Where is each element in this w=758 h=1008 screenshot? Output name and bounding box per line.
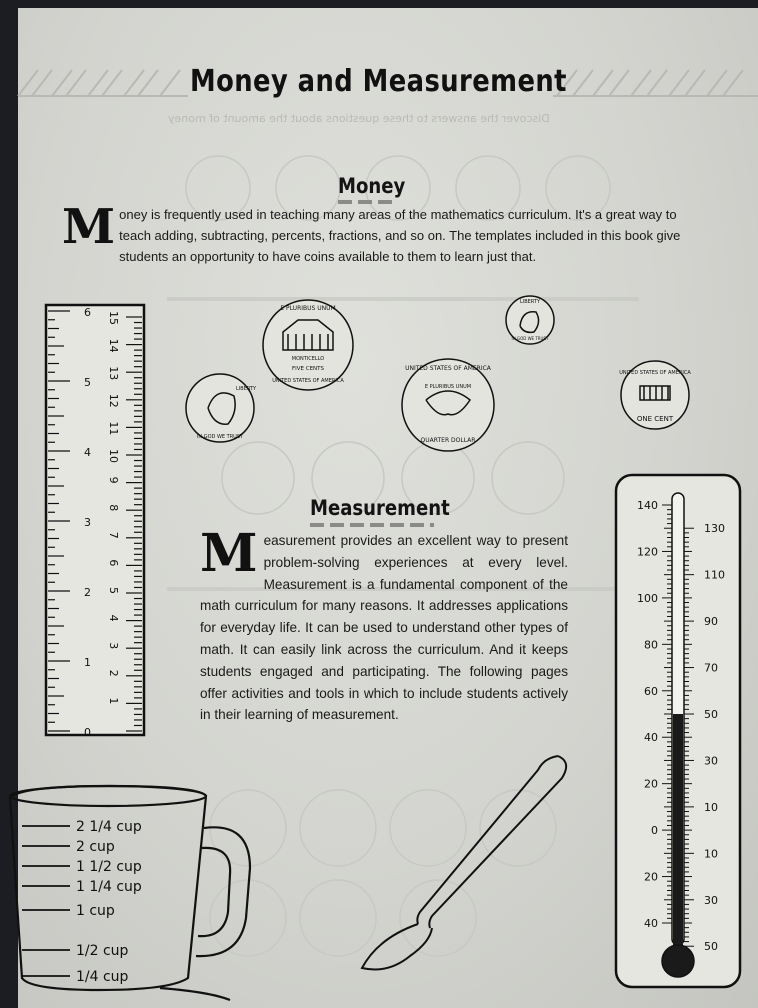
cup-measure-label: 1/2 cup (76, 943, 129, 959)
ruler-inch-label: 5 (84, 376, 91, 389)
book-page (18, 8, 758, 1008)
page-title: Money and Measurement (190, 64, 567, 99)
nickel-top-text: E PLURIBUS UNUM (280, 305, 336, 312)
cup-measure-label: 1 1/4 cup (76, 879, 142, 895)
thermometer-fahrenheit-label: 40 (644, 917, 658, 930)
measurement-paragraph (200, 523, 568, 726)
cup-measure-label: 2 cup (76, 839, 115, 855)
thermometer-celsius-label: 10 (704, 800, 718, 814)
ruler-inch-label: 4 (84, 446, 91, 459)
nickel-bottom-text: UNITED STATES OF AMERICA (272, 378, 344, 384)
dime-bottom-text: IN GOD WE TRUST (511, 336, 549, 341)
ruler-cm-label: 9 (107, 476, 120, 484)
quarter-top-text: UNITED STATES OF AMERICA (405, 365, 491, 372)
thermometer-celsius-label: 10 (704, 847, 718, 861)
half-top-text: LIBERTY (236, 386, 257, 392)
half-bottom-text: IN GOD WE TRUST (196, 434, 244, 440)
ruler-cm-label: 8 (107, 504, 120, 512)
ruler-cm-label: 1 (107, 697, 120, 705)
cup-measure-label: 2 1/4 cup (76, 819, 142, 835)
ruler-cm-label: 7 (107, 531, 120, 539)
nickel-motto-text: MONTICELLO (291, 356, 325, 362)
thermometer-fahrenheit-label: 100 (637, 591, 658, 605)
money-heading: Money (338, 174, 406, 198)
thermometer-celsius-label: 50 (704, 940, 718, 954)
measurement-text: easurement provides an excellent way to present problem-solving experiences at every level. Measurement is a fundamental component of the math curriculum for many reasons. It addresses applications for everyday life. It can be used to understand other types of math. It can easily link across the curriculum. And it keeps students engaged and participating. The following pages offer activities and tools in which to include students actively in their learning of measurement. (200, 533, 568, 723)
quarter-coin (402, 359, 494, 451)
measurement-heading-underline (310, 523, 434, 527)
thermometer-celsius-label: 70 (704, 661, 718, 675)
ruler-cm-label: 12 (107, 393, 120, 408)
nickel-value-text: FIVE CENTS (291, 366, 325, 372)
money-text: oney is frequently used in teaching many areas of the mathematics curriculum. It's a great way to teach adding, subtracting, percents, fractions, and so on. The templates included in this book give students an opportunity to have coins available to them to learn just that. (119, 207, 681, 264)
ruler-cm-label: 2 (107, 669, 120, 677)
ruler-cm-label: 3 (107, 642, 120, 650)
nickel-coin (263, 300, 353, 390)
thermometer-celsius-label: 90 (704, 615, 718, 629)
penny-top-text: UNITED STATES OF AMERICA (619, 370, 691, 376)
ruler-inch-label: 0 (84, 726, 91, 739)
thermometer-illustration (612, 473, 746, 993)
ruler-cm-label: 14 (107, 338, 120, 353)
ruler-cm-label: 6 (107, 559, 120, 567)
thermometer-bulb (662, 945, 694, 977)
thermometer-celsius-label: 30 (704, 893, 718, 907)
thermometer-fahrenheit-label: 120 (637, 545, 658, 559)
ruler-illustration (44, 303, 148, 739)
ruler-inch-label: 2 (84, 586, 91, 599)
coins-illustration (158, 290, 691, 460)
ruler-cm-label: 15 (107, 311, 120, 325)
thermometer-fahrenheit-label: 40 (644, 731, 658, 745)
thermometer-fahrenheit-label: 20 (644, 777, 658, 791)
dime-top-text: LIBERTY (519, 299, 541, 305)
quarter-value-text: QUARTER DOLLAR (420, 437, 476, 444)
ruler-cm-label: 5 (107, 587, 120, 594)
thermometer-fahrenheit-label: 20 (644, 870, 658, 884)
measuring-cup-illustration (0, 778, 260, 1008)
penny-value-text: ONE CENT (636, 415, 674, 423)
ruler-cm-label: 4 (107, 614, 120, 622)
cup-measure-label: 1 1/2 cup (76, 859, 142, 875)
title-hatch-right (553, 60, 758, 108)
ruler-cm-label: 10 (107, 449, 120, 463)
title-hatch-left (18, 60, 188, 108)
dime-coin (506, 296, 554, 344)
thermometer-fahrenheit-label: 0 (651, 824, 658, 838)
measurement-heading: Measurement (310, 496, 450, 520)
thermometer-fahrenheit-label: 80 (644, 638, 658, 652)
ruler-inch-label: 1 (84, 656, 91, 669)
thermometer-fahrenheit-label: 140 (637, 499, 658, 512)
ruler-inch-label: 3 (84, 516, 91, 529)
money-paragraph (62, 199, 696, 267)
show-through-text: Discover the answers to these questions about the amount of money (168, 112, 550, 125)
cup-measure-label: 1/4 cup (76, 969, 129, 985)
thermometer-celsius-label: 50 (704, 708, 718, 721)
ruler-cm-label: 11 (107, 421, 121, 436)
thermometer-mercury (673, 714, 683, 945)
thermometer-fahrenheit-label: 60 (644, 684, 658, 698)
ruler-cm-label: 13 (107, 366, 120, 381)
measurement-drop-cap: M (200, 523, 258, 584)
thermometer-celsius-label: 110 (704, 568, 725, 582)
thermometer-celsius-label: 130 (704, 522, 725, 536)
ruler-inch-label: 6 (84, 306, 91, 319)
cup-measure-label: 1 cup (76, 903, 115, 919)
half-coin (186, 374, 257, 442)
quarter-motto-text: E PLURIBUS UNUM (424, 384, 472, 390)
money-drop-cap: M (62, 199, 116, 255)
spoon-illustration (348, 752, 588, 982)
thermometer-celsius-label: 30 (704, 754, 718, 768)
